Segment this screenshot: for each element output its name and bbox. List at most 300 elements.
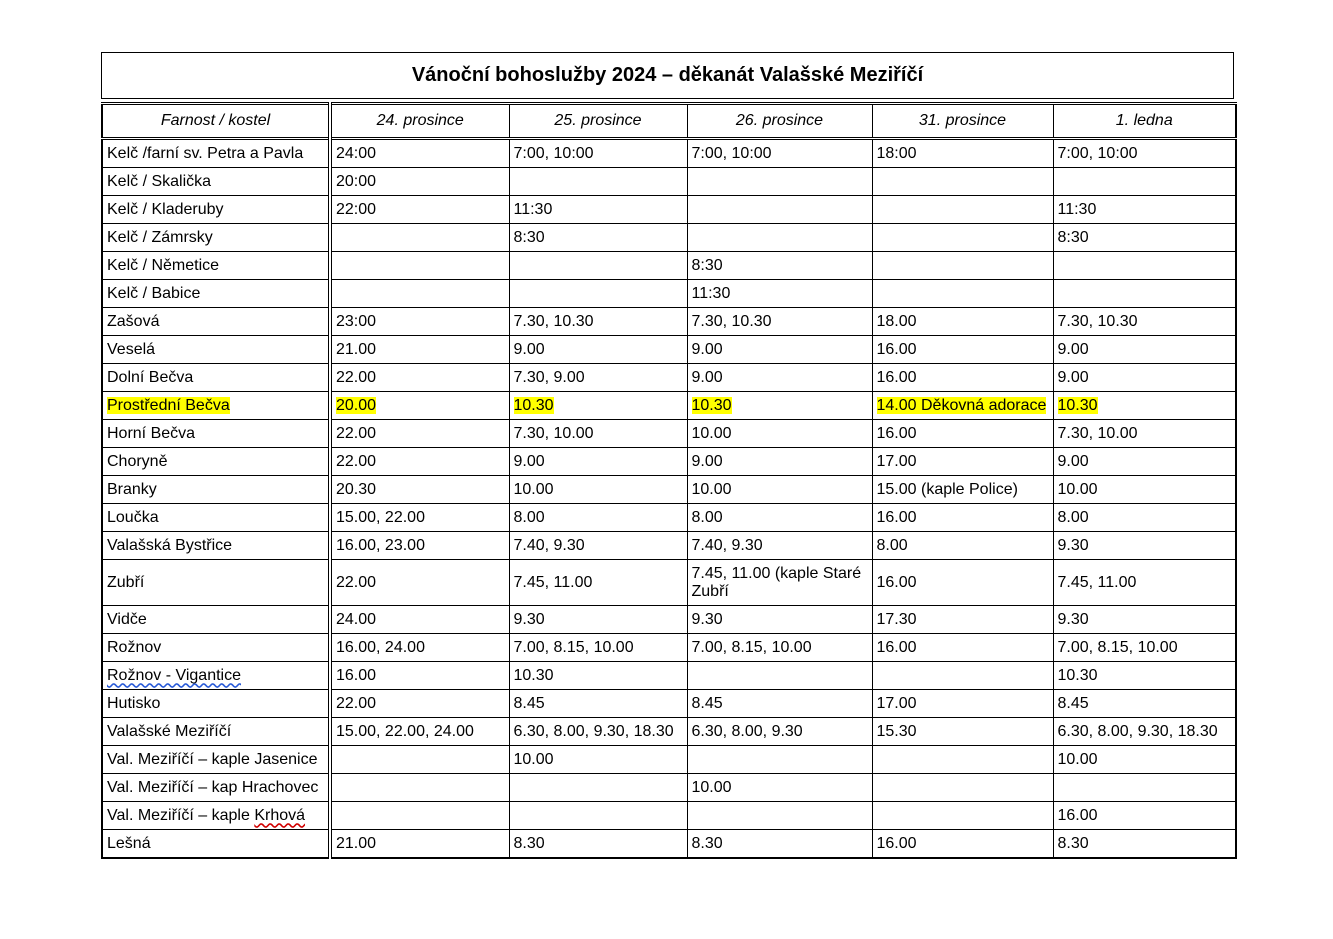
service-time-cell — [1053, 802, 1236, 830]
service-time: 7.00, 8.15, 10.00 — [1057, 638, 1178, 656]
service-time: 9.00 — [1057, 452, 1089, 470]
service-time-cell — [1053, 634, 1236, 662]
parish-name: Kelč /farní sv. Petra a Pavla — [107, 144, 304, 162]
service-time: 17.30 — [876, 610, 917, 628]
parish-name-cell — [102, 560, 330, 606]
service-time-cell — [330, 196, 509, 224]
service-time: 10.00 — [691, 424, 732, 442]
service-time-cell — [872, 504, 1053, 532]
service-time-cell — [1053, 308, 1236, 336]
table-row — [102, 196, 1236, 224]
parish-name-cell — [102, 364, 330, 392]
table-row — [102, 634, 1236, 662]
service-time-cell — [330, 280, 509, 308]
service-time-cell — [1053, 168, 1236, 196]
service-time-cell — [872, 252, 1053, 280]
service-time: 8.00 — [1057, 508, 1089, 526]
service-time: 11:30 — [513, 200, 553, 218]
service-time-cell — [872, 168, 1053, 196]
service-time: 15.00, 22.00 — [336, 508, 425, 526]
table-row — [102, 280, 1236, 308]
service-time-cell — [509, 504, 687, 532]
parish-name-cell — [102, 690, 330, 718]
service-time: 7.30, 10.30 — [1057, 312, 1138, 330]
service-time-cell — [330, 476, 509, 504]
service-time-cell — [872, 802, 1053, 830]
service-time-cell — [687, 504, 872, 532]
parish-name: Val. Meziříčí – kaple Jasenice — [107, 750, 318, 768]
service-time-cell — [509, 392, 687, 420]
service-time: 9.30 — [513, 610, 545, 628]
table-row — [102, 420, 1236, 448]
service-time: 7.45, 11.00 — [1057, 573, 1137, 591]
service-time: 9.30 — [1057, 610, 1089, 628]
service-time: 16.00 — [876, 638, 917, 656]
service-time-cell — [509, 364, 687, 392]
table-row — [102, 830, 1236, 859]
service-time: 22.00 — [336, 452, 377, 470]
service-time-cell — [509, 336, 687, 364]
service-time-cell — [687, 830, 872, 859]
service-time: 17.00 — [876, 452, 917, 470]
parish-name: Veselá — [107, 340, 156, 358]
service-time-cell — [872, 196, 1053, 224]
parish-name: Kelč / Skalička — [107, 172, 212, 190]
service-time: 10.00 — [1057, 750, 1098, 768]
service-time-cell — [872, 774, 1053, 802]
service-time-cell — [330, 690, 509, 718]
parish-name: Kelč / Zámrsky — [107, 228, 213, 246]
service-time-cell — [1053, 252, 1236, 280]
table-row — [102, 476, 1236, 504]
service-time-cell — [509, 690, 687, 718]
service-time-cell — [1053, 690, 1236, 718]
service-time: 21.00 — [336, 834, 377, 852]
service-time: 18.00 — [876, 312, 917, 330]
table-row — [102, 532, 1236, 560]
service-time: 10.30 — [513, 666, 554, 684]
service-time: 7.45, 11.00 — [513, 573, 593, 591]
parish-name-cell — [102, 308, 330, 336]
service-time: 8:30 — [691, 256, 723, 274]
service-time: 7.30, 10.00 — [513, 424, 594, 442]
service-time-cell — [872, 662, 1053, 690]
table-row — [102, 802, 1236, 830]
service-time-cell — [509, 448, 687, 476]
table-row — [102, 662, 1236, 690]
service-time: 7.30, 10.00 — [1057, 424, 1138, 442]
parish-name: Zubří — [107, 573, 145, 591]
parish-name: Dolní Bečva — [107, 368, 194, 386]
service-time: 24.00 — [336, 610, 377, 628]
service-time: 8.00 — [876, 536, 908, 554]
service-time-cell — [872, 224, 1053, 252]
service-time-cell — [509, 718, 687, 746]
service-time: 10.30 — [691, 396, 732, 414]
table-row — [102, 139, 1236, 168]
service-time-cell — [330, 392, 509, 420]
parish-name: Hutisko — [107, 694, 161, 712]
service-time-cell — [330, 746, 509, 774]
service-time: 22:00 — [336, 200, 377, 218]
service-time: 8.30 — [513, 834, 545, 852]
service-time-cell — [1053, 830, 1236, 859]
service-time-cell — [1053, 280, 1236, 308]
service-time: 22.00 — [336, 368, 377, 386]
parish-name: Valašské Meziříčí — [107, 722, 232, 740]
service-time: 16.00, 24.00 — [336, 638, 425, 656]
service-time-cell — [330, 606, 509, 634]
parish-name: Kelč / Němetice — [107, 256, 220, 274]
service-time-cell — [1053, 532, 1236, 560]
service-time: 20.00 — [336, 396, 377, 414]
header-dec-26: 26. prosince — [687, 104, 872, 139]
service-time: 6.30, 8.00, 9.30, 18.30 — [513, 722, 674, 740]
service-time: 9.00 — [1057, 340, 1089, 358]
service-time: 16.00 — [876, 573, 917, 591]
service-time: 8.30 — [691, 834, 723, 852]
service-time-cell — [687, 476, 872, 504]
service-time-cell — [687, 606, 872, 634]
service-time-cell — [1053, 448, 1236, 476]
table-row — [102, 774, 1236, 802]
table-row — [102, 448, 1236, 476]
service-time-cell — [330, 364, 509, 392]
service-time: 7.30, 9.00 — [513, 368, 585, 386]
service-time: 18:00 — [876, 144, 917, 162]
service-time-cell — [330, 420, 509, 448]
parish-name-cell — [102, 280, 330, 308]
service-time-cell — [872, 308, 1053, 336]
service-time-cell — [330, 560, 509, 606]
service-time-cell — [687, 392, 872, 420]
services-table — [101, 102, 1237, 859]
service-time: 8.00 — [513, 508, 545, 526]
service-time-cell — [330, 252, 509, 280]
service-time-cell — [872, 830, 1053, 859]
service-time-cell — [330, 662, 509, 690]
service-time-cell — [330, 532, 509, 560]
service-time-cell — [872, 746, 1053, 774]
parish-name: Kelč / Babice — [107, 284, 201, 302]
service-time-cell — [687, 224, 872, 252]
service-time-cell — [687, 364, 872, 392]
parish-name-cell — [102, 532, 330, 560]
service-time-cell — [1053, 224, 1236, 252]
service-time: 10.00 — [691, 480, 732, 498]
service-time: 7.00, 8.15, 10.00 — [513, 638, 634, 656]
service-time-cell — [687, 139, 872, 168]
service-time-cell — [1053, 196, 1236, 224]
service-time-cell — [330, 634, 509, 662]
service-time-cell — [1053, 746, 1236, 774]
table-row — [102, 690, 1236, 718]
header-dec-25: 25. prosince — [509, 104, 687, 139]
service-time-cell — [1053, 476, 1236, 504]
service-time-cell — [509, 420, 687, 448]
table-row — [102, 336, 1236, 364]
service-time-cell — [330, 336, 509, 364]
service-time-cell — [509, 774, 687, 802]
parish-name-cell — [102, 802, 330, 830]
parish-name-cell — [102, 718, 330, 746]
service-time: 10.30 — [1057, 666, 1098, 684]
parish-name-cell — [102, 336, 330, 364]
parish-name: Lešná — [107, 834, 151, 852]
service-time-cell — [1053, 420, 1236, 448]
service-time-cell — [509, 476, 687, 504]
document-title: Vánoční bohoslužby 2024 – děkanát Valašské Meziříčí — [101, 52, 1234, 99]
service-time-cell — [509, 532, 687, 560]
parish-name-cell — [102, 196, 330, 224]
parish-name-cell — [102, 448, 330, 476]
service-time-cell — [1053, 718, 1236, 746]
table-row — [102, 308, 1236, 336]
service-time: 21.00 — [336, 340, 377, 358]
service-time: 8.45 — [691, 694, 723, 712]
service-time: 10.30 — [513, 396, 554, 414]
service-time-cell — [872, 606, 1053, 634]
parish-name: Horní Bečva — [107, 424, 196, 442]
service-time: 16.00 — [876, 424, 917, 442]
service-time: 20:00 — [336, 172, 377, 190]
service-time: 16.00, 23.00 — [336, 536, 425, 554]
service-time-cell — [509, 308, 687, 336]
parish-name: Vidče — [107, 610, 147, 628]
service-time: 14.00 Děkovná adorace — [876, 396, 1047, 414]
service-time: 9.30 — [1057, 536, 1089, 554]
service-time-cell — [330, 224, 509, 252]
service-time-cell — [687, 308, 872, 336]
service-time: 7.30, 10.30 — [691, 312, 772, 330]
service-time-cell — [1053, 606, 1236, 634]
service-time-cell — [1053, 504, 1236, 532]
service-time-cell — [872, 718, 1053, 746]
parish-name-cell — [102, 830, 330, 859]
parish-name-cell — [102, 252, 330, 280]
service-time-cell — [330, 802, 509, 830]
table-row — [102, 504, 1236, 532]
service-time: 10.00 — [513, 750, 554, 768]
service-time: 10.00 — [513, 480, 554, 498]
table-row — [102, 606, 1236, 634]
service-time: 8.30 — [1057, 834, 1089, 852]
service-time-cell — [509, 252, 687, 280]
service-time-cell — [330, 139, 509, 168]
service-time-cell — [687, 718, 872, 746]
service-time: 17.00 — [876, 694, 917, 712]
table-row — [102, 364, 1236, 392]
table-header-row — [102, 104, 1236, 139]
service-time-cell — [330, 718, 509, 746]
service-time-cell — [872, 560, 1053, 606]
service-time: 10.00 — [1057, 480, 1098, 498]
service-time: 7.00, 8.15, 10.00 — [691, 638, 812, 656]
table-row — [102, 252, 1236, 280]
service-time-cell — [509, 139, 687, 168]
service-time: 23:00 — [336, 312, 377, 330]
service-time: 22.00 — [336, 573, 377, 591]
table-row — [102, 168, 1236, 196]
service-time: 8.45 — [513, 694, 545, 712]
service-time: 8.00 — [691, 508, 723, 526]
service-time-cell — [509, 830, 687, 859]
service-time-cell — [687, 634, 872, 662]
parish-name-cell — [102, 606, 330, 634]
service-time-cell — [872, 532, 1053, 560]
service-time-cell — [872, 280, 1053, 308]
parish-name: Val. Meziříčí – kap Hrachovec — [107, 778, 319, 796]
parish-name-cell — [102, 476, 330, 504]
table-row — [102, 746, 1236, 774]
parish-name: Rožnov — [107, 638, 162, 656]
service-time-cell — [509, 746, 687, 774]
service-time: 9.30 — [691, 610, 723, 628]
service-time-cell — [509, 662, 687, 690]
service-time-cell — [687, 420, 872, 448]
service-time: 11:30 — [691, 284, 731, 302]
service-time: 22.00 — [336, 694, 377, 712]
service-time-cell — [330, 830, 509, 859]
table-row — [102, 224, 1236, 252]
service-time-cell — [330, 168, 509, 196]
service-time-cell — [687, 252, 872, 280]
spellcheck-word: Krhová — [254, 806, 306, 824]
service-time: 10.00 — [691, 778, 732, 796]
service-time: 8:30 — [513, 228, 545, 246]
service-time: 7:00, 10:00 — [691, 144, 772, 162]
header-jan-1: 1. ledna — [1053, 104, 1236, 139]
service-time: 16.00 — [876, 508, 917, 526]
parish-name: Choryně — [107, 452, 168, 470]
service-time-cell — [872, 690, 1053, 718]
parish-name: Branky — [107, 480, 157, 498]
service-time-cell — [872, 336, 1053, 364]
parish-name: Zašová — [107, 312, 160, 330]
parish-name-cell — [102, 662, 330, 690]
parish-name: Kelč / Kladeruby — [107, 200, 224, 218]
service-time-cell — [509, 224, 687, 252]
service-time-cell — [509, 168, 687, 196]
service-time: 7:00, 10:00 — [513, 144, 594, 162]
service-time-cell — [872, 448, 1053, 476]
service-time: 6.30, 8.00, 9.30, 18.30 — [1057, 722, 1218, 740]
service-time-cell — [872, 420, 1053, 448]
service-time: 7:00, 10:00 — [1057, 144, 1138, 162]
parish-name: Loučka — [107, 508, 159, 526]
service-time-cell — [1053, 392, 1236, 420]
service-time: 15.00, 22.00, 24.00 — [336, 722, 474, 740]
service-time: 9.00 — [691, 340, 723, 358]
service-time-cell — [872, 476, 1053, 504]
service-time-cell — [1053, 560, 1236, 606]
service-time: 15.30 — [876, 722, 917, 740]
service-time: 9.00 — [513, 340, 545, 358]
service-time-cell — [687, 448, 872, 476]
service-time: 7.45, 11.00 (kaple Staré Zubří — [691, 564, 862, 600]
header-dec-31: 31. prosince — [872, 104, 1053, 139]
service-time-cell — [509, 280, 687, 308]
parish-name: Val. Meziříčí – kaple Krhová — [107, 806, 306, 824]
service-time-cell — [1053, 662, 1236, 690]
parish-name: Prostřední Bečva — [107, 396, 230, 414]
service-time: 7.40, 9.30 — [691, 536, 763, 554]
service-time-cell — [687, 532, 872, 560]
service-time-cell — [687, 662, 872, 690]
parish-name-cell — [102, 746, 330, 774]
service-time-cell — [509, 560, 687, 606]
service-time: 8.45 — [1057, 694, 1089, 712]
parish-name-cell — [102, 774, 330, 802]
service-time-cell — [687, 774, 872, 802]
service-time-cell — [687, 690, 872, 718]
service-time-cell — [1053, 336, 1236, 364]
service-time-cell — [330, 504, 509, 532]
header-dec-24: 24. prosince — [330, 104, 509, 139]
parish-name-cell — [102, 634, 330, 662]
service-time: 11:30 — [1057, 200, 1097, 218]
parish-name-cell — [102, 224, 330, 252]
service-time: 24:00 — [336, 144, 377, 162]
service-time-cell — [687, 802, 872, 830]
service-time-cell — [1053, 774, 1236, 802]
service-time-cell — [687, 336, 872, 364]
service-time: 7.30, 10.30 — [513, 312, 594, 330]
table-row — [102, 718, 1236, 746]
service-time: 20.30 — [336, 480, 377, 498]
service-time: 6.30, 8.00, 9.30 — [691, 722, 803, 740]
service-time: 7.40, 9.30 — [513, 536, 585, 554]
service-time-cell — [509, 634, 687, 662]
service-time: 22.00 — [336, 424, 377, 442]
service-time: 16.00 — [876, 368, 917, 386]
table-row — [102, 560, 1236, 606]
service-time: 16.00 — [336, 666, 377, 684]
parish-name-cell — [102, 168, 330, 196]
parish-name-cell — [102, 392, 330, 420]
service-time-cell — [1053, 139, 1236, 168]
service-time-cell — [509, 196, 687, 224]
service-time: 9.00 — [691, 452, 723, 470]
parish-name-cell — [102, 504, 330, 532]
service-time-cell — [872, 634, 1053, 662]
parish-name-cell — [102, 420, 330, 448]
service-time-cell — [687, 280, 872, 308]
service-time-cell — [687, 560, 872, 606]
service-time-cell — [872, 364, 1053, 392]
parish-name-cell — [102, 139, 330, 168]
table-row — [102, 392, 1236, 420]
service-time-cell — [330, 774, 509, 802]
service-time: 9.00 — [691, 368, 723, 386]
service-time: 10.30 — [1057, 396, 1098, 414]
service-time-cell — [1053, 364, 1236, 392]
header-parish: Farnost / kostel — [102, 104, 330, 139]
service-time: 16.00 — [1057, 806, 1098, 824]
service-time: 16.00 — [876, 834, 917, 852]
parish-name: Valašská Bystřice — [107, 536, 233, 554]
service-time-cell — [687, 168, 872, 196]
parish-name: Rožnov - Vigantice — [107, 666, 241, 684]
service-time-cell — [872, 392, 1053, 420]
service-time: 9.00 — [1057, 368, 1089, 386]
service-time: 9.00 — [513, 452, 545, 470]
service-time-cell — [872, 139, 1053, 168]
service-time: 15.00 (kaple Police) — [876, 480, 1018, 498]
service-time: 8:30 — [1057, 228, 1089, 246]
service-time-cell — [509, 802, 687, 830]
service-time-cell — [687, 196, 872, 224]
